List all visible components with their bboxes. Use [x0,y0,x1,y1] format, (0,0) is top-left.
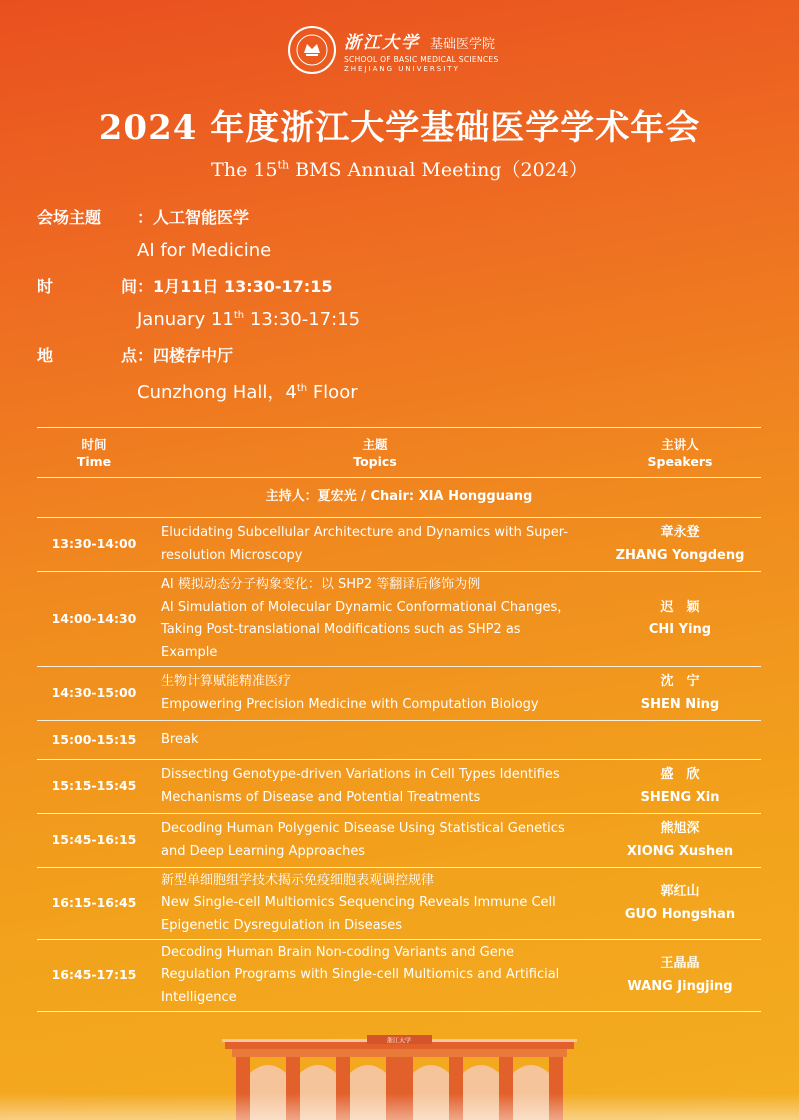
topic-line: Epigenetic Dysregulation in Diseases [161,917,403,933]
schedule-table [37,427,761,1012]
speaker-name-cn: 沈 宁 [660,674,700,689]
page-title: 2024 年度浙江大学基础医学学术年会 [98,108,701,148]
session-speaker [599,518,761,572]
page-subtitle: The 15th BMS Annual Meeting（2024） [211,158,588,181]
time-value-en: January 11th 13:30-17:15 [137,308,361,330]
place-label: 地 点 [37,346,137,365]
theme-row: 会场主题 ： 人工智能医学 [37,205,360,240]
topic-line: AI Simulation of Molecular Dynamic Conformational Changes， [161,599,571,615]
session-topic [151,760,599,814]
speaker-name-en: ZHANG Yongdeng [615,547,745,563]
topic-line: Taking Post-translational Modifications such as SHP2 as [161,622,521,637]
topic-line: Example [161,644,218,660]
ground-gradient [0,1093,799,1120]
session-speaker [599,814,761,868]
topic-line: Break [161,731,199,747]
place-row: 地 点 ： 四楼存中厅 [37,343,360,378]
table-row [37,667,761,721]
table-row [37,518,761,572]
topic-line: resolution Microscopy [161,547,303,563]
session-time: 15:15-15:45 [37,760,151,814]
speaker-name-cn: 章永登 [660,525,700,540]
session-speaker [599,940,761,1012]
topic-line: Mechanisms of Disease and Potential Treatments [161,789,481,805]
topic-line: Empowering Precision Medicine with Computation Biology [161,696,539,712]
table-row [37,721,761,760]
speaker-name-en: WANG Jingjing [627,978,733,994]
university-logo [288,26,499,74]
topic-line: 新型单细胞组学技术揭示免疫细胞表观调控规律 [161,872,435,888]
table-row [37,572,761,667]
meeting-info [37,205,360,412]
topic-line: Intelligence [161,989,237,1005]
topic-line: 生物计算赋能精准医疗 [161,674,292,689]
speaker-name-cn: 迟 颖 [660,599,700,615]
time-label: 时 间 [37,277,137,296]
chair-row [37,478,761,518]
session-time: 16:15-16:45 [37,868,151,940]
session-speaker [599,868,761,940]
session-time: 15:45-16:15 [37,814,151,868]
place-value-en: Cunzhong Hall，4th Floor [137,381,358,403]
speaker-name-cn: 盛 欣 [660,767,700,782]
session-speaker [599,760,761,814]
header-topics: 主题 Topics [151,428,599,478]
topic-line: AI 模拟动态分子构象变化：以 SHP2 等翻译后修饰为例 [161,577,481,592]
session-time: 16:45-17:15 [37,940,151,1012]
speaker-name-en: SHENG Xin [640,789,720,805]
chair-text: 主持人：夏宏光 / Chair: XIA Hongguang [37,478,761,518]
speaker-name-cn: 郭红山 [660,884,700,899]
university-calligraphy: 浙江大学 [344,32,420,53]
topic-line: Decoding Human Polygenic Disease Using Statistical Genetics [161,821,565,836]
university-name-en: ZHEJIANG UNIVERSITY [344,64,460,73]
table-row [37,868,761,940]
university-seal-icon [288,26,336,74]
topic-line: Dissecting Genotype-driven Variations in Cell Types Identifies [161,767,560,782]
time-value-cn: 1月11日 13:30-17:15 [153,277,333,296]
speaker-name-en: SHEN Ning [640,696,720,712]
session-topic [151,814,599,868]
topic-line: Elucidating Subcellular Architecture and Dynamics with Super- [161,525,568,540]
theme-value-cn: 人工智能医学 [153,208,250,227]
session-speaker [599,721,761,760]
session-time: 14:30-15:00 [37,667,151,721]
session-topic [151,667,599,721]
session-time: 15:00-15:15 [37,721,151,760]
session-topic [151,940,599,1012]
gate-plaque-text: 浙江大学 [386,1037,412,1045]
table-header-row [37,428,761,478]
session-time: 13:30-14:00 [37,518,151,572]
session-speaker [599,667,761,721]
table-row [37,940,761,1012]
header-time: 时间 Time [37,428,151,478]
session-speaker [599,572,761,667]
header-speakers: 主讲人 Speakers [599,428,761,478]
topic-line: New Single-cell Multiomics Sequencing Reveals Immune Cell [161,895,556,911]
speaker-name-en: CHI Ying [648,622,712,637]
session-topic [151,721,599,760]
school-name-en: SCHOOL OF BASIC MEDICAL SCIENCES [344,54,499,64]
school-name-cn: 基础医学院 [430,36,496,52]
theme-value-en: AI for Medicine [137,239,272,261]
speaker-name-cn: 熊旭深 [660,821,700,836]
topic-line: Decoding Human Brain Non-coding Variants and Gene [161,944,514,960]
session-topic [151,572,599,667]
place-value-cn: 四楼存中厅 [153,346,234,365]
topic-line: and Deep Learning Approaches [161,843,366,859]
speaker-name-cn: 王晶晶 [660,956,700,971]
session-time: 14:00-14:30 [37,572,151,667]
session-topic [151,518,599,572]
theme-label: 会场主题 [37,208,102,227]
topic-line: Regulation Programs with Single-cell Multiomics and Artificial [161,967,560,983]
speaker-name-en: XIONG Xushen [626,843,734,859]
session-topic [151,868,599,940]
time-row: 时 间 ： 1月11日 13:30-17:15 [37,274,360,309]
table-row [37,814,761,868]
table-row [37,760,761,814]
speaker-name-en: GUO Hongshan [624,906,736,922]
